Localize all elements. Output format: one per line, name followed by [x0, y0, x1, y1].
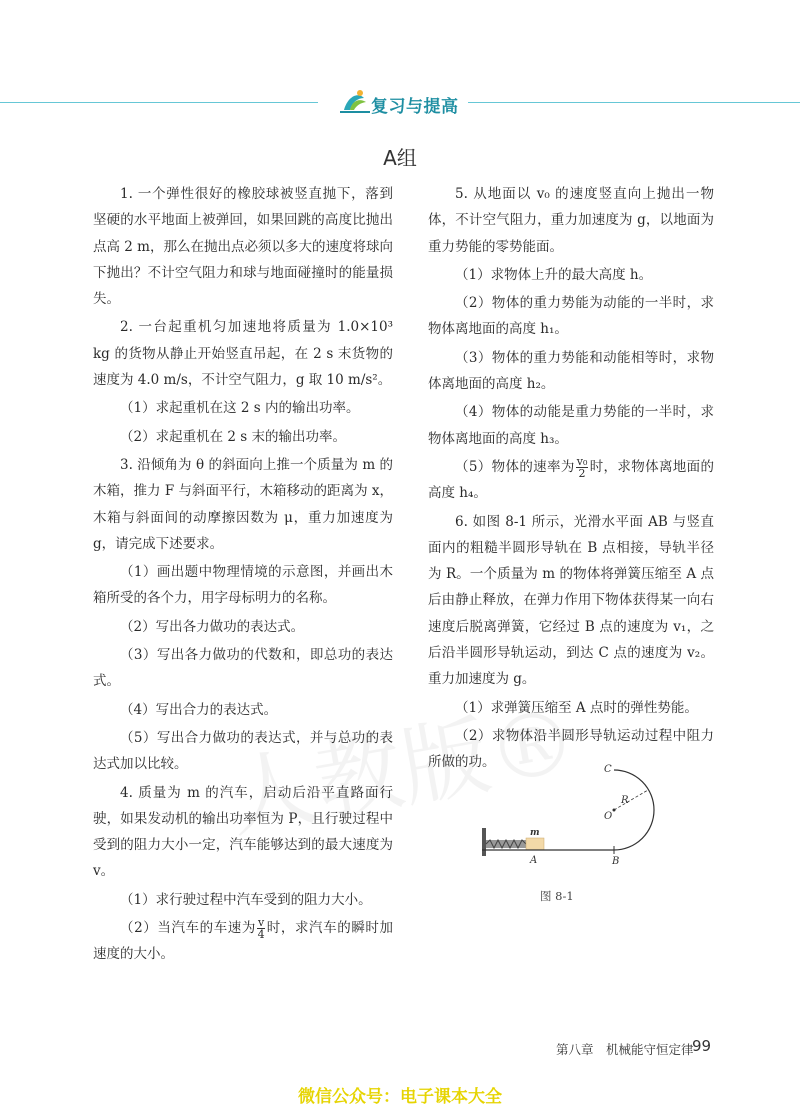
- fraction-denominator: 2: [578, 466, 586, 480]
- question-4-part-2: [93, 915, 393, 968]
- figure-track-diagram: [478, 762, 698, 872]
- header-divider-left: [0, 102, 318, 103]
- question-3-part-5: （5）写出合力做功的表达式，并与总功的表达式加以比较。: [93, 729, 393, 773]
- center-point: [613, 809, 616, 812]
- question-2: 2. 一台起重机匀加速地将质量为 1.0×10³ kg 的货物从静止开始竖直吊起，在 2 s 末货物的速度为 4.0 m/s，不计空气阻力，g 取 10 m/s²。: [93, 319, 393, 389]
- q4-part-2-prefix: （2）当汽车的车速为: [120, 920, 256, 937]
- question-6-part-1: （1）求弹簧压缩至 A 点时的弹性势能。: [455, 699, 698, 716]
- fraction-v-over-4: [257, 917, 265, 940]
- q4-part-2-suffix: 时，求汽车的瞬时加速度的大小。: [93, 920, 394, 963]
- page-number: 99: [692, 1037, 712, 1055]
- label-B: B: [612, 856, 620, 867]
- fraction-v0-over-2: [576, 456, 589, 479]
- label-m: m: [530, 828, 540, 838]
- question-5-part-1: （1）求物体上升的最大高度 h。: [455, 266, 653, 283]
- figure-caption: 图 8-1: [540, 889, 574, 903]
- question-5-part-5: [428, 454, 714, 507]
- group-heading: A组: [383, 146, 417, 170]
- chapter-footer: 第八章 机械能守恒定律: [556, 1042, 694, 1057]
- question-3-part-1: （1）画出题中物理情境的示意图，并画出木箱所受的各个力，用字母标明力的名称。: [93, 564, 393, 607]
- question-5: 5. 从地面以 v₀ 的速度竖直向上抛出一物体，不计空气阻力，重力加速度为 g，以地面为重力势能的零势能面。: [428, 186, 714, 255]
- fraction-numerator: v₀: [576, 454, 588, 468]
- label-O: O: [604, 811, 613, 822]
- semicircle-track: [614, 770, 654, 850]
- wechat-banner: 微信公众号：电子课本大全: [298, 1087, 502, 1107]
- question-6-part-2: （2）求物体沿半圆形导轨运动过程中阻力所做的功。: [428, 727, 714, 771]
- question-3-part-4: （4）写出合力的表达式。: [120, 701, 278, 718]
- question-5-part-3: （3）物体的重力势能和动能相等时，求物体离地面的高度 h₂。: [428, 349, 714, 393]
- question-3: 3. 沿倾角为 θ 的斜面向上推一个质量为 m 的木箱，推力 F 与斜面平行，木箱移动的距离为 x，木箱与斜面间的动摩擦因数为 μ，重力加速度为 g，请完成下述要求。: [93, 456, 393, 552]
- question-4-part-1: （1）求行驶过程中汽车受到的阻力大小。: [120, 891, 372, 908]
- section-title: 复习与提高: [371, 97, 459, 117]
- mass-block: [526, 838, 544, 850]
- fraction-numerator: v: [257, 916, 265, 930]
- wall: [482, 828, 486, 856]
- question-2-part-2: （2）求起重机在 2 s 末的输出功率。: [120, 428, 346, 445]
- label-C: C: [604, 764, 612, 775]
- question-3-part-2: （2）写出各力做功的表达式。: [120, 618, 305, 635]
- header-divider-right: [468, 102, 800, 103]
- question-5-part-4: （4）物体的动能是重力势能的一半时，求物体离地面的高度 h₃。: [428, 404, 714, 447]
- q5-part-5-prefix: （5）物体的速率为: [455, 458, 575, 475]
- question-4: 4. 质量为 m 的汽车，启动后沿平直路面行驶，如果发动机的输出功率恒为 P，且行驶过程中受到的阻力大小一定，汽车能够达到的最大速度为 v。: [93, 784, 393, 880]
- question-1: 1. 一个弹性很好的橡胶球被竖直抛下，落到坚硬的水平地面上被弹回，如果回跳的高度比抛出点高 2 m，那么在抛出点必须以多大的速度将球向下抛出？不计空气阻力和球与地面碰撞时的能量损失。: [93, 186, 393, 308]
- label-R: R: [621, 795, 629, 806]
- radius-line: [614, 790, 648, 810]
- q5-part-5-suffix: 时，求物体离地面的高度 h₄。: [428, 458, 714, 502]
- question-2-part-1: （1）求起重机在这 2 s 内的输出功率。: [120, 400, 360, 417]
- label-A: A: [530, 855, 538, 866]
- question-5-part-2: （2）物体的重力势能为动能的一半时，求物体离地面的高度 h₁。: [428, 295, 714, 338]
- question-6: 6. 如图 8-1 所示，光滑水平面 AB 与竖直面内的粗糙半圆形导轨在 B 点相接，导轨半径为 R。一个质量为 m 的物体将弹簧压缩至 A 点后由静止释放，在弹力作用下物体获得某一向右速度后脱离弹簧，它经过 B 点的速度为 v₁，之后沿半圆形导轨运动，到达 C 点的速度为 v₂。重力加速度为 g。: [428, 513, 714, 688]
- question-3-part-3: （3）写出各力做功的代数和，即总功的表达式。: [93, 647, 393, 690]
- fraction-denominator: 4: [257, 928, 265, 942]
